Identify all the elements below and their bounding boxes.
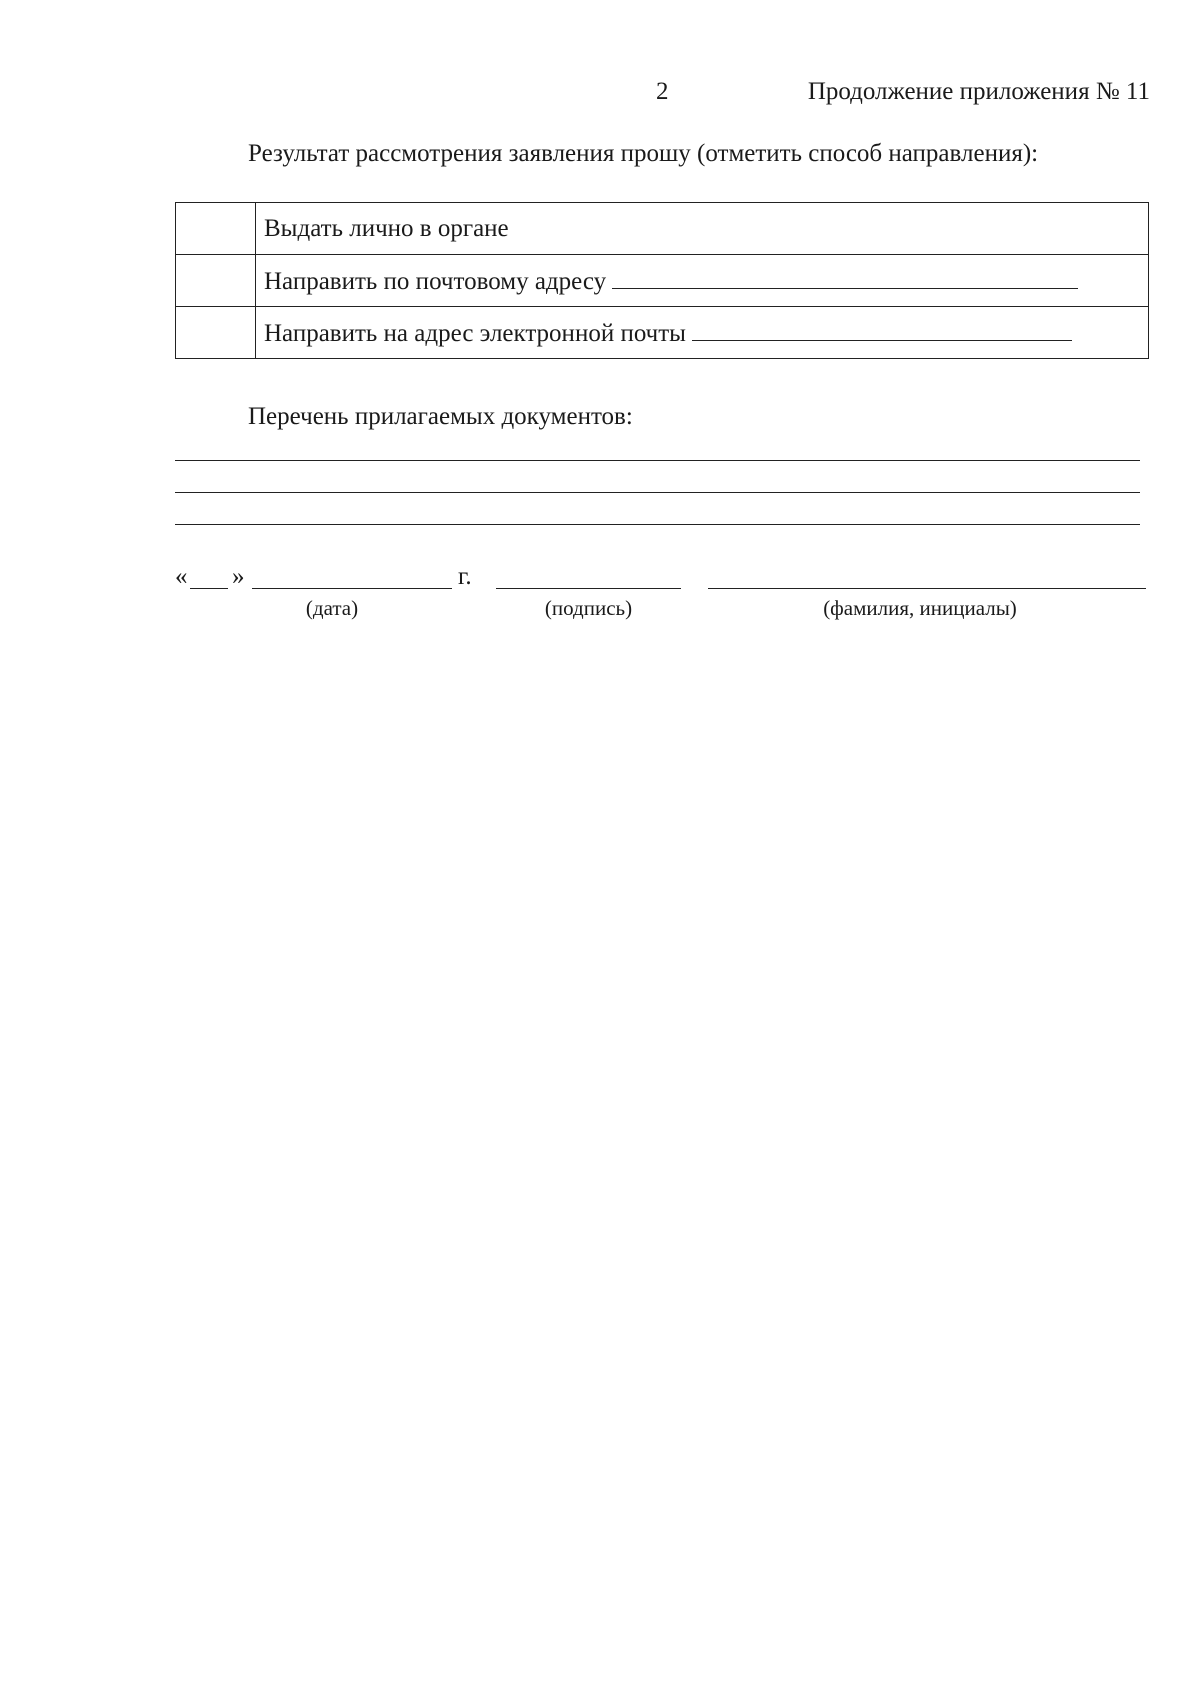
close-quote: »	[232, 563, 245, 590]
documents-line-3[interactable]	[175, 524, 1140, 525]
signature-caption: (подпись)	[544, 596, 633, 620]
option-checkbox-postal[interactable]	[176, 255, 256, 307]
attached-documents-title: Перечень прилагаемых документов:	[248, 403, 633, 430]
delivery-options-table	[175, 202, 1149, 359]
postal-address-field[interactable]	[612, 266, 1078, 289]
page-number: 2	[656, 78, 669, 105]
year-suffix: г.	[458, 563, 472, 590]
option-label-email	[256, 307, 1149, 359]
email-address-field[interactable]	[692, 318, 1072, 341]
option-checkbox-in-person[interactable]	[176, 203, 256, 255]
continuation-label: Продолжение приложения № 11	[807, 78, 1150, 105]
option-text-postal: Направить по почтовому адресу	[264, 267, 607, 295]
open-quote: «	[175, 563, 188, 590]
option-text-in-person: Выдать лично в органе	[264, 214, 509, 242]
name-caption: (фамилия, инициалы)	[823, 596, 1017, 620]
option-row-postal	[176, 255, 1149, 307]
option-label-in-person	[256, 203, 1149, 255]
option-row-in-person	[176, 203, 1149, 255]
date-caption: (дата)	[305, 596, 359, 620]
option-checkbox-email[interactable]	[176, 307, 256, 359]
day-field[interactable]	[190, 588, 228, 589]
delivery-intro: Результат рассмотрения заявления прошу (отметить способ направления):	[248, 140, 1039, 167]
signature-field[interactable]	[496, 588, 681, 589]
option-text-email: Направить на адрес электронной почты	[264, 319, 686, 347]
documents-line-2[interactable]	[175, 492, 1140, 493]
name-field[interactable]	[708, 588, 1146, 589]
date-field[interactable]	[252, 588, 452, 589]
option-row-email	[176, 307, 1149, 359]
option-label-postal	[256, 255, 1149, 307]
documents-line-1[interactable]	[175, 460, 1140, 461]
